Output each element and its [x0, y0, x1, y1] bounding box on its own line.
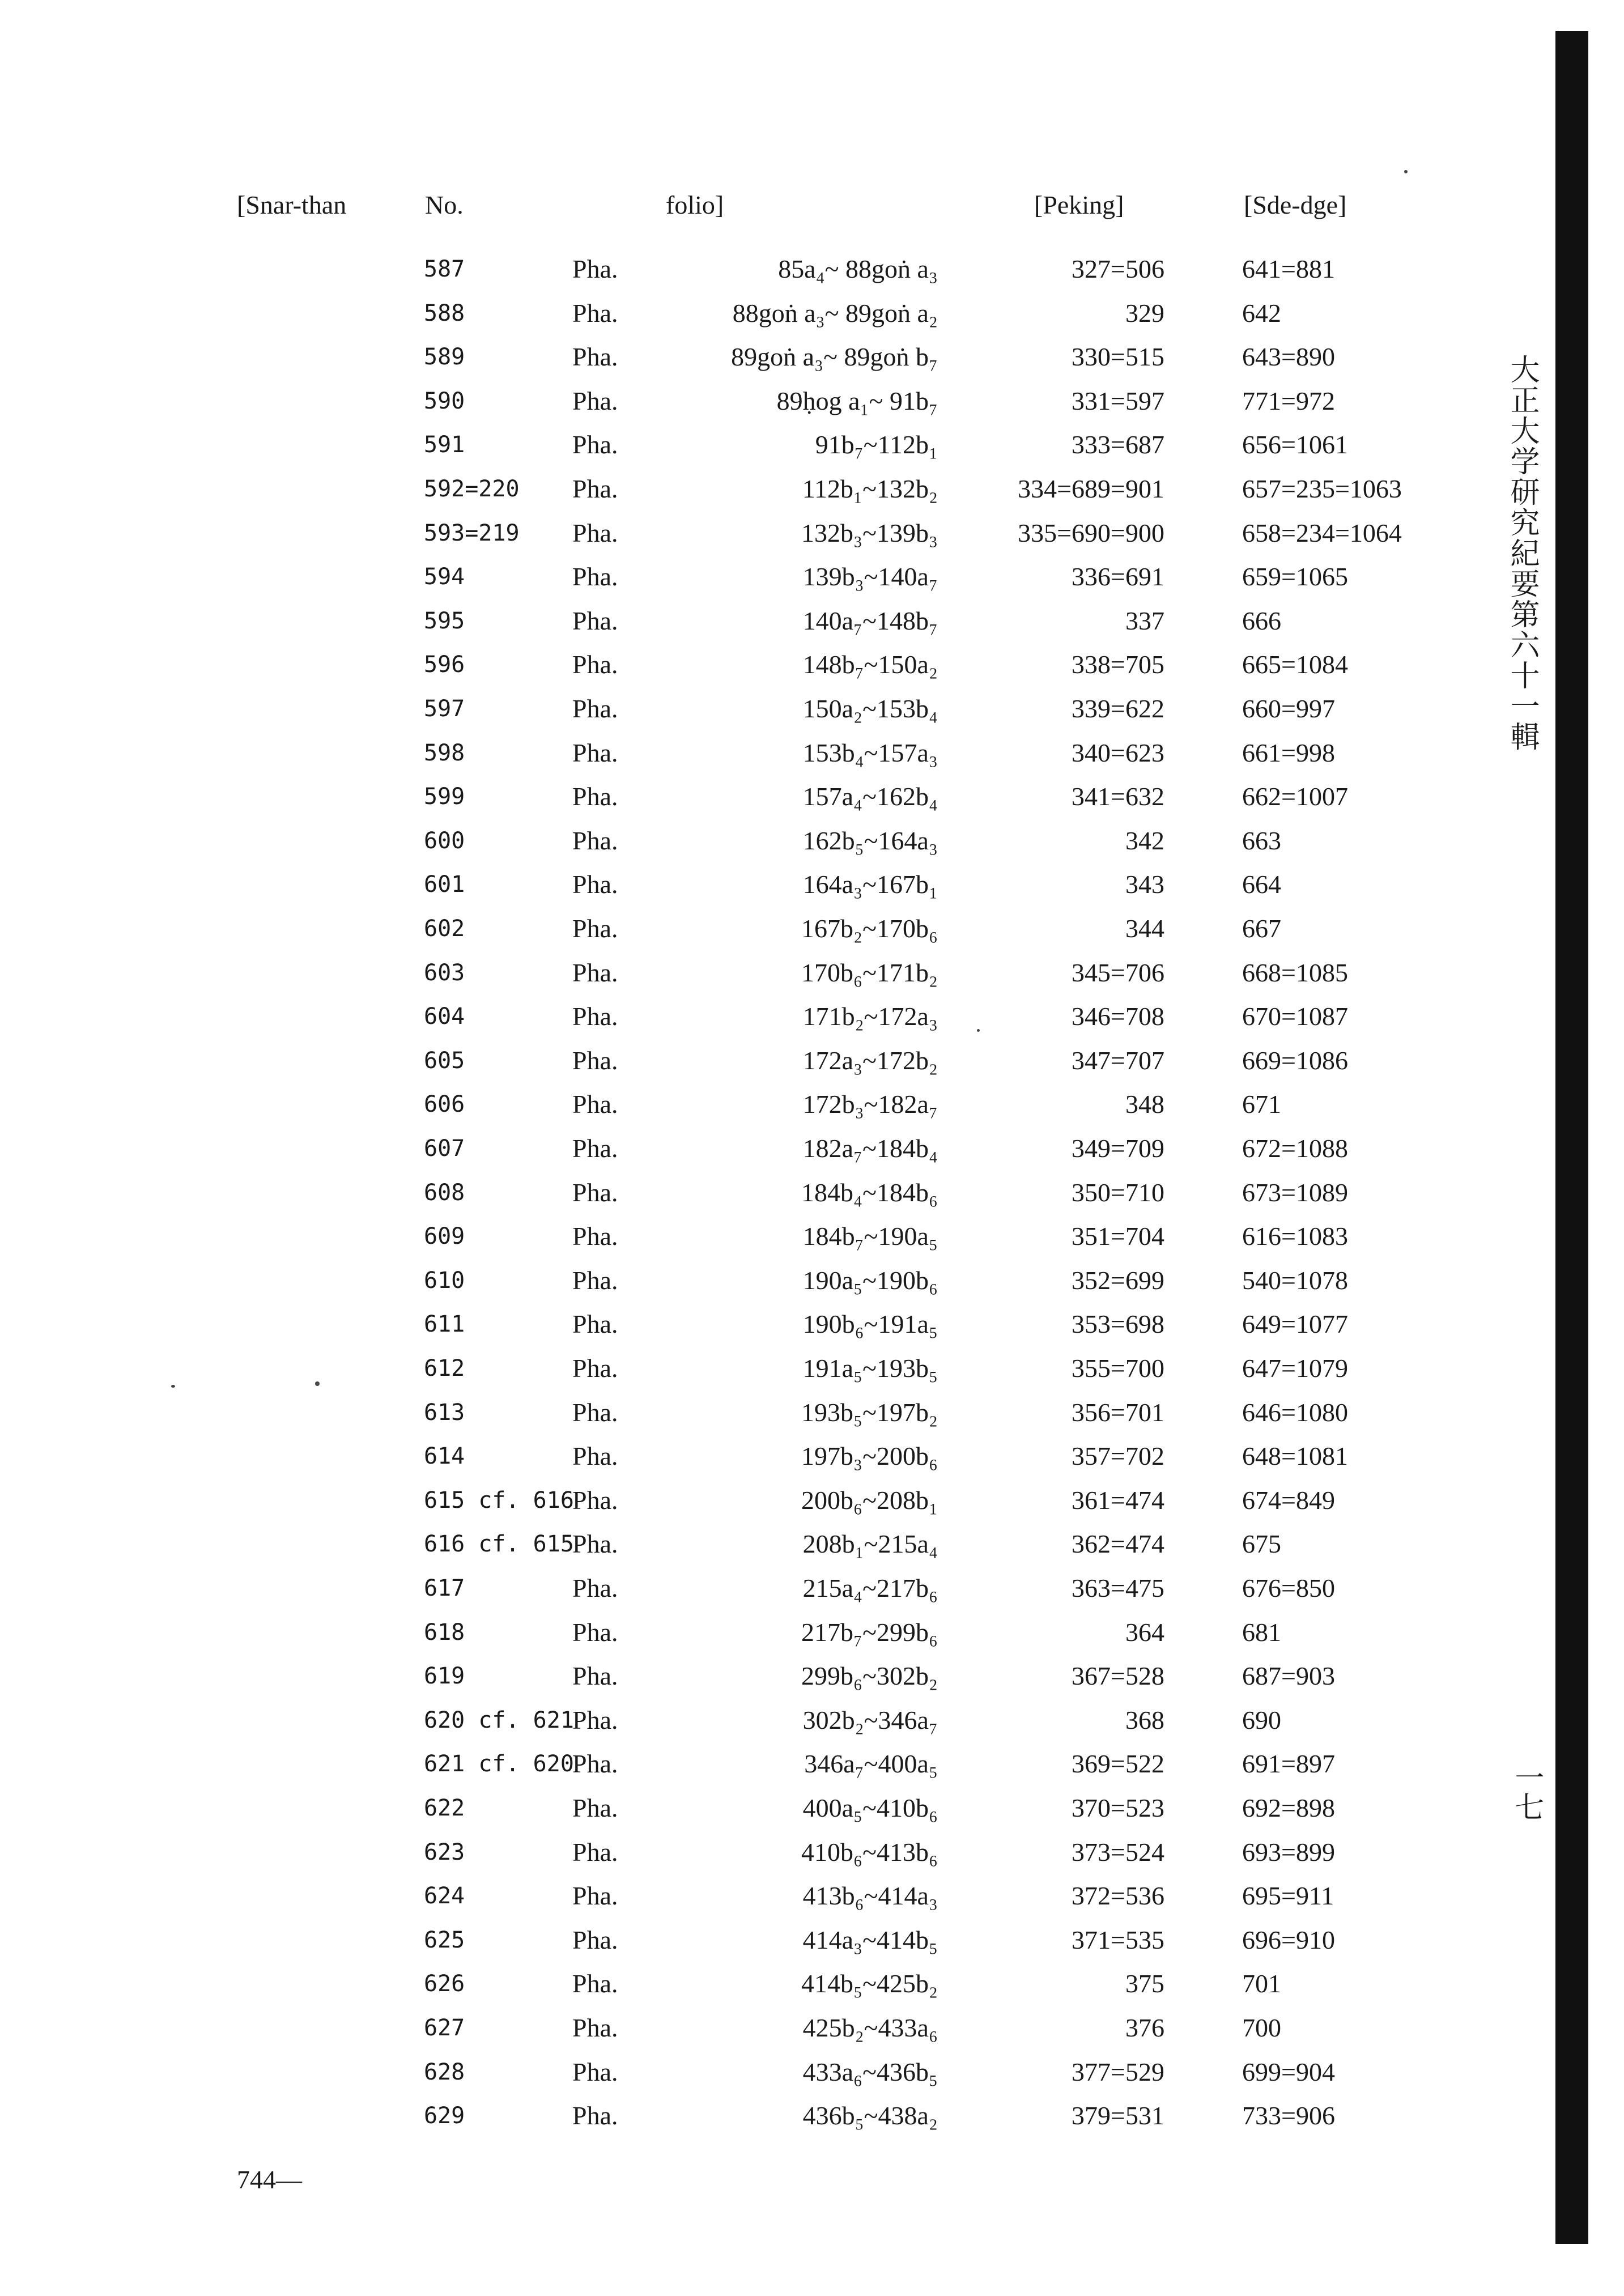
table-row	[0, 340, 1530, 374]
table-row	[0, 1483, 1530, 1517]
journal-title-vertical: 大正大学研究紀要第六十一輯	[1505, 354, 1539, 752]
cell-edition: Pha.	[572, 1222, 618, 1251]
cell-no: 627	[424, 2015, 465, 2041]
cell-peking: 333=687	[1072, 430, 1164, 460]
cell-folio: 132b₃~139b₃	[801, 518, 938, 547]
cell-peking: 351=704	[1072, 1222, 1164, 1251]
cell-peking: 345=706	[1072, 958, 1164, 987]
cell-sde-dge: 661=998	[1242, 738, 1335, 767]
cell-peking: 338=705	[1072, 650, 1164, 679]
scan-speck	[1404, 170, 1408, 173]
cell-sde-dge: 540=1078	[1242, 1265, 1348, 1295]
cell-no: 619	[424, 1663, 465, 1690]
cell-no: 610	[424, 1267, 465, 1294]
table-row	[0, 1923, 1530, 1957]
cell-edition: Pha.	[572, 1265, 618, 1295]
cell-sde-dge: 646=1080	[1242, 1397, 1348, 1427]
cell-no: 592=220	[424, 476, 520, 502]
cell-sde-dge: 616=1083	[1242, 1222, 1348, 1251]
cell-peking: 364	[1125, 1617, 1164, 1647]
cell-sde-dge: 681	[1242, 1617, 1281, 1647]
cell-peking: 379=531	[1072, 2101, 1164, 2131]
cell-folio: 302b₂~346a₇	[802, 1705, 938, 1734]
table-row	[0, 1791, 1530, 1825]
table-row	[0, 1000, 1530, 1034]
cell-sde-dge: 647=1079	[1242, 1354, 1348, 1383]
cell-folio: 170b₆~171b₂	[801, 958, 938, 987]
cell-sde-dge: 673=1089	[1242, 1177, 1348, 1207]
cell-folio: 346a₇~400a₅	[804, 1749, 938, 1779]
cell-folio: 433a₆~436b₅	[802, 2057, 938, 2086]
cell-peking: 336=691	[1072, 562, 1164, 592]
cell-edition: Pha.	[572, 1837, 618, 1866]
cell-folio: 217b₇~299b₆	[801, 1617, 938, 1647]
cell-edition: Pha.	[572, 1793, 618, 1822]
cell-peking: 371=535	[1072, 1925, 1164, 1954]
cell-peking: 348	[1125, 1090, 1164, 1119]
cell-peking: 368	[1125, 1705, 1164, 1734]
cell-edition: Pha.	[572, 1134, 618, 1163]
cell-no: 617	[424, 1575, 465, 1601]
cell-edition: Pha.	[572, 1397, 618, 1427]
cell-peking: 367=528	[1072, 1661, 1164, 1691]
table-row	[0, 736, 1530, 770]
cell-edition: Pha.	[572, 2101, 618, 2131]
header-peking: [Peking]	[1034, 190, 1124, 219]
table-row	[0, 296, 1530, 330]
table-row	[0, 1396, 1530, 1430]
cell-sde-dge: 643=890	[1242, 342, 1335, 372]
cell-peking: 376	[1125, 2013, 1164, 2042]
cell-folio: 193b₅~197b₂	[801, 1397, 938, 1427]
cell-peking: 357=702	[1072, 1442, 1164, 1471]
cell-no: 603	[424, 959, 465, 986]
cell-sde-dge: 649=1077	[1242, 1309, 1348, 1339]
table-row	[0, 252, 1530, 286]
cell-sde-dge: 664	[1242, 870, 1281, 899]
cell-folio: 89goṅ a₃~ 89goṅ b₇	[731, 342, 938, 372]
cell-peking: 377=529	[1072, 2057, 1164, 2086]
cell-folio: 139b₃~140a₇	[802, 562, 938, 592]
page-number: 744—	[237, 2165, 302, 2194]
table-row	[0, 1351, 1530, 1385]
cell-peking: 330=515	[1072, 342, 1164, 372]
cell-edition: Pha.	[572, 1749, 618, 1779]
cell-edition: Pha.	[572, 1485, 618, 1515]
cell-no: 612	[424, 1355, 465, 1381]
cell-peking: 337	[1125, 606, 1164, 635]
cell-sde-dge: 693=899	[1242, 1837, 1335, 1866]
cell-edition: Pha.	[572, 914, 618, 943]
cell-peking: 331=597	[1072, 386, 1164, 415]
scan-speck	[315, 1381, 320, 1386]
cell-no: 623	[424, 1839, 465, 1865]
cell-folio: 299b₆~302b₂	[801, 1661, 938, 1691]
cell-no: 590	[424, 388, 465, 414]
table-row	[0, 1703, 1530, 1737]
table-row	[0, 1132, 1530, 1166]
cell-edition: Pha.	[572, 782, 618, 811]
cell-folio: 425b₂~433a₆	[802, 2013, 938, 2042]
header-folio: folio]	[666, 190, 724, 219]
cell-edition: Pha.	[572, 650, 618, 679]
table-row	[0, 1835, 1530, 1869]
cell-folio: 91b₇~112b₁	[815, 430, 938, 460]
cell-peking: 373=524	[1072, 1837, 1164, 1866]
cell-edition: Pha.	[572, 826, 618, 855]
cell-edition: Pha.	[572, 1442, 618, 1471]
cell-sde-dge: 663	[1242, 826, 1281, 855]
cell-edition: Pha.	[572, 2013, 618, 2042]
cell-edition: Pha.	[572, 474, 618, 503]
table-row	[0, 2011, 1530, 2045]
cell-sde-dge: 667	[1242, 914, 1281, 943]
cell-edition: Pha.	[572, 1574, 618, 1602]
cell-sde-dge: 668=1085	[1242, 958, 1348, 987]
table-row	[0, 1264, 1530, 1298]
cell-edition: Pha.	[572, 1881, 618, 1911]
cell-folio: 208b₁~215a₄	[802, 1529, 938, 1559]
scan-speck	[977, 1029, 980, 1032]
cell-sde-dge: 641=881	[1242, 254, 1335, 283]
cell-no: 618	[424, 1619, 465, 1646]
cell-sde-dge: 659=1065	[1242, 562, 1348, 592]
cell-edition: Pha.	[572, 342, 618, 372]
cell-folio: 413b₆~414a₃	[802, 1881, 938, 1911]
cell-sde-dge: 657=235=1063	[1242, 474, 1402, 503]
table-row	[0, 1044, 1530, 1078]
cell-sde-dge: 660=997	[1242, 694, 1335, 723]
table-row	[0, 868, 1530, 902]
cell-edition: Pha.	[572, 1661, 618, 1691]
cell-sde-dge: 687=903	[1242, 1661, 1335, 1691]
table-row	[0, 1659, 1530, 1693]
cell-folio: 164a₃~167b₁	[802, 870, 938, 899]
cell-peking: 350=710	[1072, 1177, 1164, 1207]
cell-edition: Pha.	[572, 1705, 618, 1734]
cell-sde-dge: 696=910	[1242, 1925, 1335, 1954]
cell-no: 615 cf. 616	[424, 1487, 574, 1513]
cell-peking: 344	[1125, 914, 1164, 943]
cell-peking: 362=474	[1072, 1529, 1164, 1559]
table-row	[0, 2099, 1530, 2133]
cell-folio: 410b₆~413b₆	[801, 1837, 938, 1866]
table-row	[0, 472, 1530, 506]
cell-folio: 172a₃~172b₂	[802, 1045, 938, 1075]
cell-folio: 414a₃~414b₅	[802, 1925, 938, 1954]
table-row	[0, 1176, 1530, 1210]
table-row	[0, 1439, 1530, 1473]
cell-edition: Pha.	[572, 1354, 618, 1383]
table-row	[0, 692, 1530, 726]
cell-folio: 157a₄~162b₄	[802, 782, 938, 811]
cell-peking: 341=632	[1072, 782, 1164, 811]
cell-no: 626	[424, 1971, 465, 1997]
cell-sde-dge: 642	[1242, 298, 1281, 328]
cell-edition: Pha.	[572, 254, 618, 283]
cell-folio: 162b₅~164a₃	[802, 826, 938, 855]
cell-sde-dge: 733=906	[1242, 2101, 1335, 2131]
cell-folio: 171b₂~172a₃	[802, 1002, 938, 1031]
cell-edition: Pha.	[572, 606, 618, 635]
cell-edition: Pha.	[572, 430, 618, 460]
cell-sde-dge: 691=897	[1242, 1749, 1335, 1779]
cell-peking: 353=698	[1072, 1309, 1164, 1339]
table-row	[0, 1307, 1530, 1341]
cell-peking: 372=536	[1072, 1881, 1164, 1911]
cell-sde-dge: 666	[1242, 606, 1281, 635]
header-snar-than: [Snar-than	[237, 190, 347, 219]
cell-edition: Pha.	[572, 298, 618, 328]
cell-no: 591	[424, 432, 465, 458]
cell-no: 601	[424, 871, 465, 898]
cell-sde-dge: 674=849	[1242, 1485, 1335, 1515]
cell-no: 613	[424, 1399, 465, 1426]
cell-no: 607	[424, 1136, 465, 1162]
cell-peking: 356=701	[1072, 1397, 1164, 1427]
cell-peking: 352=699	[1072, 1265, 1164, 1295]
cell-peking: 327=506	[1072, 254, 1164, 283]
cell-no: 598	[424, 739, 465, 766]
table-row	[0, 428, 1530, 462]
cell-sde-dge: 699=904	[1242, 2057, 1335, 2086]
table-row	[0, 560, 1530, 594]
cell-folio: 184b₄~184b₆	[801, 1177, 938, 1207]
cell-peking: 349=709	[1072, 1134, 1164, 1163]
cell-edition: Pha.	[572, 1090, 618, 1119]
table-row	[0, 1879, 1530, 1913]
cell-folio: 436b₅~438a₂	[802, 2101, 938, 2131]
table-row	[0, 604, 1530, 638]
cell-folio: 191a₅~193b₅	[802, 1354, 938, 1383]
cell-no: 611	[424, 1311, 465, 1338]
cell-folio: 153b₄~157a₃	[802, 738, 938, 767]
cell-peking: 355=700	[1072, 1354, 1164, 1383]
cell-sde-dge: 672=1088	[1242, 1134, 1348, 1163]
table-row	[0, 516, 1530, 550]
cell-sde-dge: 690	[1242, 1705, 1281, 1734]
cell-no: 628	[424, 2059, 465, 2085]
cell-folio: 167b₂~170b₆	[801, 914, 938, 943]
cell-no: 608	[424, 1179, 465, 1206]
cell-peking: 347=707	[1072, 1045, 1164, 1075]
cell-no: 600	[424, 827, 465, 854]
cell-folio: 148b₇~150a₂	[802, 650, 938, 679]
cell-edition: Pha.	[572, 1309, 618, 1339]
cell-no: 594	[424, 564, 465, 590]
cell-no: 621 cf. 620	[424, 1751, 574, 1778]
cell-sde-dge: 669=1086	[1242, 1045, 1348, 1075]
table-row	[0, 1527, 1530, 1561]
cell-sde-dge: 656=1061	[1242, 430, 1348, 460]
cell-sde-dge: 662=1007	[1242, 782, 1348, 811]
cell-peking: 370=523	[1072, 1793, 1164, 1822]
cell-no: 609	[424, 1223, 465, 1250]
table-row	[0, 648, 1530, 682]
table-row	[0, 1615, 1530, 1649]
table-row	[0, 956, 1530, 990]
cell-sde-dge: 658=234=1064	[1242, 518, 1402, 547]
cell-no: 616 cf. 615	[424, 1531, 574, 1558]
cell-folio: 215a₄~217b₆	[802, 1574, 938, 1602]
cell-sde-dge: 648=1081	[1242, 1442, 1348, 1471]
cell-peking: 363=475	[1072, 1574, 1164, 1602]
cell-peking: 335=690=900	[1018, 518, 1164, 547]
cell-no: 587	[424, 256, 465, 282]
cell-no: 596	[424, 652, 465, 678]
cell-sde-dge: 676=850	[1242, 1574, 1335, 1602]
cell-edition: Pha.	[572, 870, 618, 899]
cell-sde-dge: 665=1084	[1242, 650, 1348, 679]
table-row	[0, 1571, 1530, 1605]
header-sde-dge: [Sde-dge]	[1244, 190, 1347, 219]
cell-folio: 197b₃~200b₆	[801, 1442, 938, 1471]
cell-edition: Pha.	[572, 562, 618, 592]
cell-no: 602	[424, 916, 465, 942]
table-row	[0, 1967, 1530, 2001]
cell-no: 599	[424, 784, 465, 810]
cell-no: 620 cf. 621	[424, 1707, 574, 1733]
margin-black-bar	[1555, 31, 1588, 2244]
cell-folio: 89ḥog a₁~ 91b₇	[776, 386, 938, 415]
cell-sde-dge: 671	[1242, 1090, 1281, 1119]
cell-folio: 140a₇~148b₇	[802, 606, 938, 635]
cell-no: 629	[424, 2103, 465, 2129]
cell-folio: 200b₆~208b₁	[801, 1485, 938, 1515]
cell-peking: 375	[1125, 1969, 1164, 1999]
table-row	[0, 824, 1530, 858]
cell-sde-dge: 695=911	[1242, 1881, 1334, 1911]
table-row	[0, 384, 1530, 418]
table-row	[0, 1747, 1530, 1781]
cell-edition: Pha.	[572, 386, 618, 415]
cell-edition: Pha.	[572, 1002, 618, 1031]
cell-peking: 339=622	[1072, 694, 1164, 723]
cell-peking: 340=623	[1072, 738, 1164, 767]
cell-folio: 112b₁~132b₂	[802, 474, 938, 503]
cell-edition: Pha.	[572, 694, 618, 723]
cell-peking: 369=522	[1072, 1749, 1164, 1779]
cell-edition: Pha.	[572, 1617, 618, 1647]
cell-peking: 343	[1125, 870, 1164, 899]
cell-no: 614	[424, 1443, 465, 1470]
cell-edition: Pha.	[572, 1925, 618, 1954]
cell-no: 624	[424, 1883, 465, 1910]
cell-sde-dge: 670=1087	[1242, 1002, 1348, 1031]
table-row	[0, 1219, 1530, 1253]
cell-folio: 150a₂~153b₄	[802, 694, 938, 723]
cell-peking: 346=708	[1072, 1002, 1164, 1031]
table-row	[0, 1087, 1530, 1121]
cell-peking: 361=474	[1072, 1485, 1164, 1515]
cell-no: 593=219	[424, 520, 520, 546]
cell-folio: 85a₄~ 88goṅ a₃	[778, 254, 938, 283]
cell-folio: 172b₃~182a₇	[802, 1090, 938, 1119]
cell-peking: 342	[1125, 826, 1164, 855]
cell-sde-dge: 701	[1242, 1969, 1281, 1999]
cell-no: 588	[424, 300, 465, 326]
cell-edition: Pha.	[572, 1045, 618, 1075]
cell-folio: 190b₆~191a₅	[802, 1309, 938, 1339]
cell-sde-dge: 692=898	[1242, 1793, 1335, 1822]
cell-edition: Pha.	[572, 1529, 618, 1559]
cell-no: 622	[424, 1795, 465, 1821]
cell-no: 604	[424, 1004, 465, 1030]
table-row	[0, 912, 1530, 946]
cell-no: 605	[424, 1047, 465, 1074]
cell-edition: Pha.	[572, 2057, 618, 2086]
cell-edition: Pha.	[572, 518, 618, 547]
cell-folio: 184b₇~190a₅	[802, 1222, 938, 1251]
cell-folio: 414b₅~425b₂	[801, 1969, 938, 1999]
cell-no: 606	[424, 1091, 465, 1118]
cell-peking: 329	[1125, 298, 1164, 328]
table-row	[0, 780, 1530, 814]
cell-no: 597	[424, 696, 465, 722]
page-number-kanji: 一七	[1510, 1762, 1544, 1821]
cell-no: 595	[424, 607, 465, 634]
cell-edition: Pha.	[572, 1177, 618, 1207]
header-no: No.	[425, 190, 464, 219]
cell-sde-dge: 675	[1242, 1529, 1281, 1559]
cell-no: 589	[424, 344, 465, 371]
cell-folio: 190a₅~190b₆	[802, 1265, 938, 1295]
cell-folio: 400a₅~410b₆	[802, 1793, 938, 1822]
cell-folio: 182a₇~184b₄	[802, 1134, 938, 1163]
table-row	[0, 2055, 1530, 2089]
cell-sde-dge: 771=972	[1242, 386, 1335, 415]
scan-speck	[171, 1385, 175, 1388]
cell-peking: 334=689=901	[1018, 474, 1164, 503]
cell-folio: 88goṅ a₃~ 89goṅ a₂	[732, 298, 938, 328]
cell-sde-dge: 700	[1242, 2013, 1281, 2042]
cell-edition: Pha.	[572, 958, 618, 987]
cell-edition: Pha.	[572, 1969, 618, 1999]
cell-no: 625	[424, 1927, 465, 1953]
cell-edition: Pha.	[572, 738, 618, 767]
